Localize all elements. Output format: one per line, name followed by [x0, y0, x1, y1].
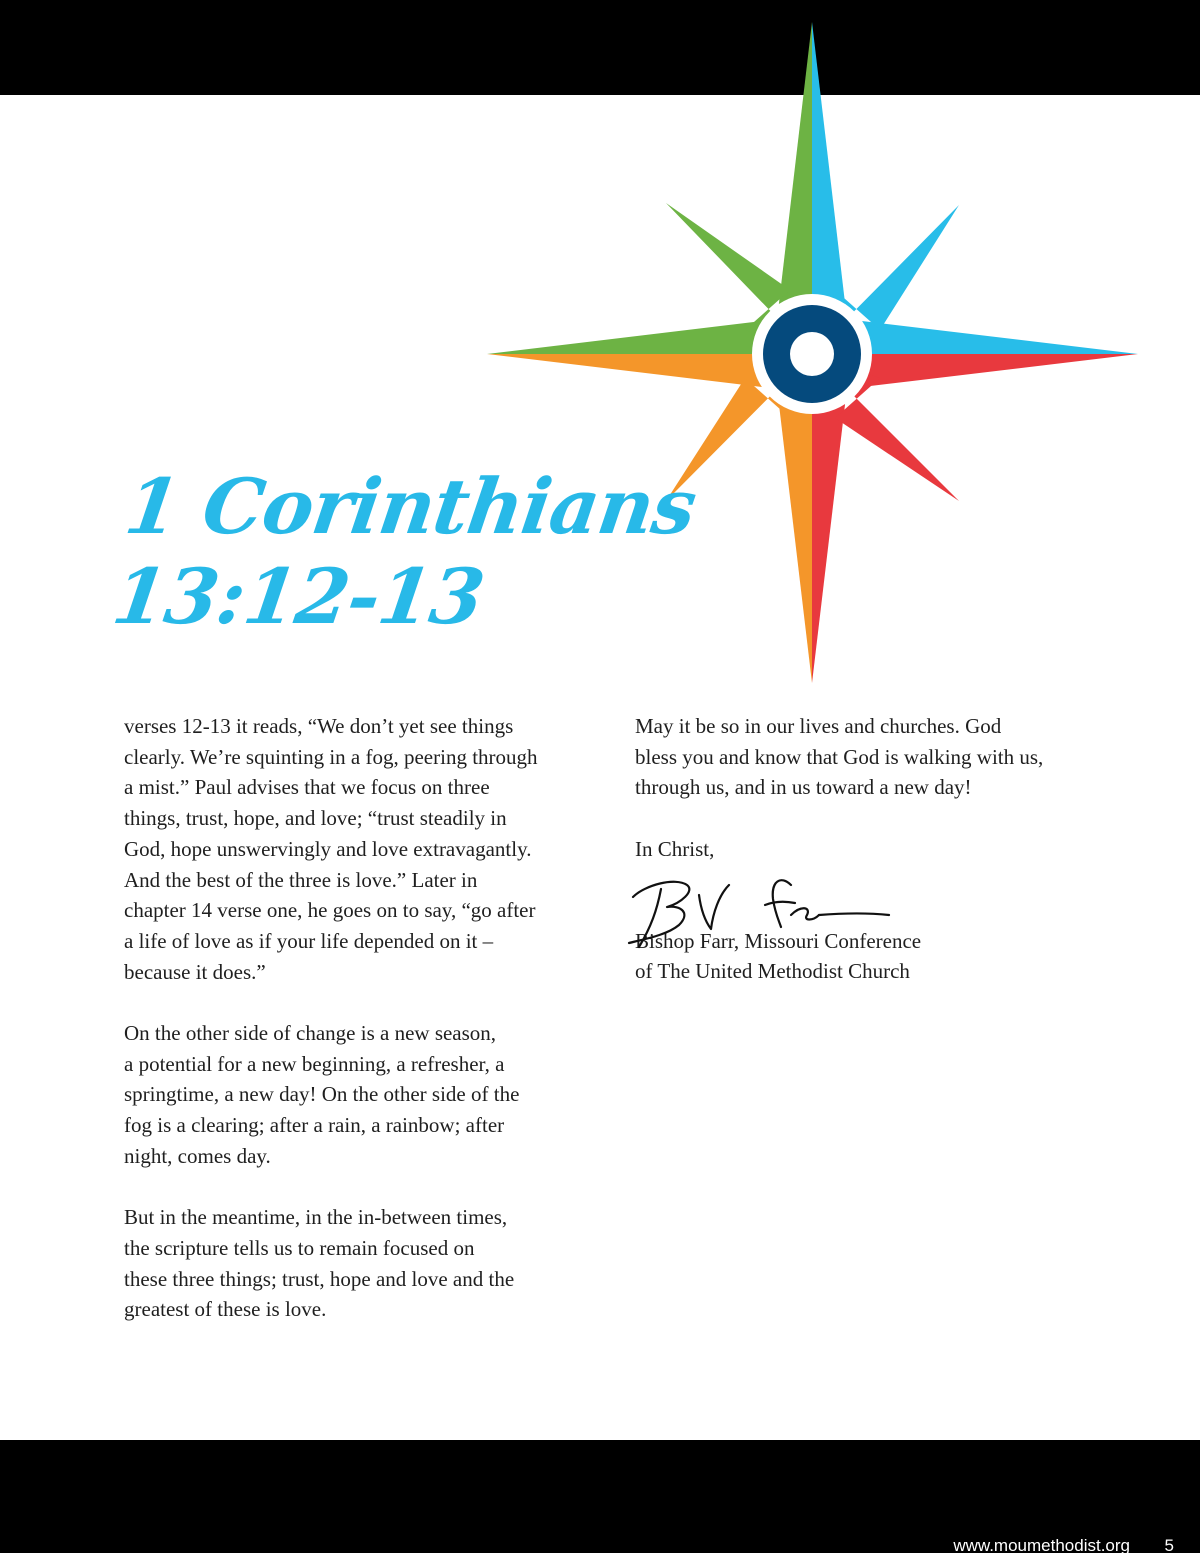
paragraph-3 — [124, 1202, 574, 1325]
text-line: a mist.” Paul advises that we focus on three — [124, 775, 490, 800]
text-line: because it does.” — [124, 959, 266, 984]
text-line: May it be so in our lives and churches. God — [635, 714, 1002, 738]
footer-website-link[interactable]: www.moumethodist.org — [953, 1536, 1130, 1555]
text-line: chapter 14 verse one, he goes on to say, “go after — [124, 898, 536, 923]
paragraph-2 — [124, 1018, 574, 1172]
page-number: 5 — [1164, 1536, 1174, 1555]
text-line: a potential for a new beginning, a refresher, a — [124, 1051, 505, 1076]
text-line: God, hope unswervingly and love extravagantly. — [124, 836, 532, 861]
signer-line: Bishop Farr, Missouri Conference — [635, 928, 922, 953]
text-line: springtime, a new day! On the other side of the — [124, 1082, 520, 1107]
salutation-text: In Christ, — [635, 836, 715, 861]
text-line: greatest of these is love. — [124, 1297, 327, 1322]
text-line: through us, and in us toward a new day! — [635, 775, 972, 800]
text-line: fog is a clearing; after a rain, a rainbow; after — [124, 1113, 505, 1138]
signature-icon — [615, 855, 905, 955]
text-line: things, trust, hope, and love; “trust steadily in — [124, 806, 507, 831]
text-line: And the best of the three is love.” Later in — [124, 867, 478, 892]
text-line: verses 12-13 it reads, “We don’t yet see things — [124, 714, 514, 738]
text-line: On the other side of change is a new season, — [124, 1021, 497, 1046]
title-line-2: 13:12-13 — [107, 552, 489, 641]
text-line: the scripture tells us to remain focused on — [124, 1235, 475, 1260]
signer-line: of The United Methodist Church — [635, 959, 910, 984]
paragraph-1 — [124, 711, 574, 987]
text-line: night, comes day. — [124, 1143, 271, 1168]
title-line-1: 1 Corinthians — [120, 462, 701, 551]
closing-paragraph — [635, 711, 1085, 803]
page-title — [107, 462, 701, 642]
text-line: these three things; trust, hope and love and the — [124, 1266, 515, 1291]
text-line: But in the meantime, in the in-between times, — [124, 1205, 508, 1230]
text-line: clearly. We’re squinting in a fog, peering through — [124, 744, 538, 769]
text-line: a life of love as if your life depended on it – — [124, 928, 494, 953]
text-line: bless you and know that God is walking with us, — [635, 744, 1044, 769]
left-column — [124, 711, 574, 1356]
